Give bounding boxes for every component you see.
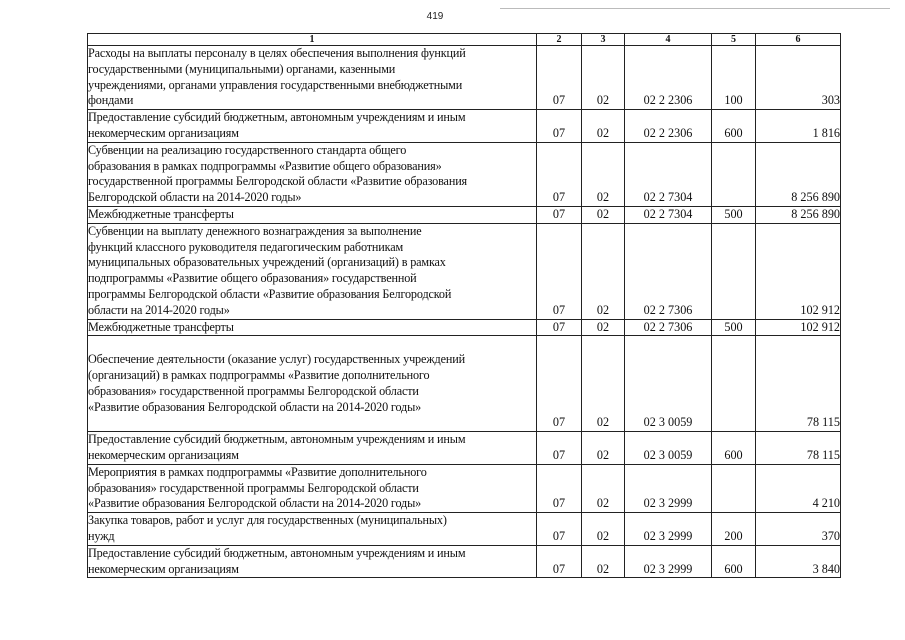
subsection-code: 02	[582, 464, 625, 512]
target-article-code: 02 2 7304	[625, 142, 712, 206]
description-line: программы Белгородской области «Развитие образования Белгородской	[88, 286, 452, 301]
description-line: образования» государственной программы Белгородской области	[88, 383, 419, 398]
description-line: «Развитие образования Белгородской области на 2014-2020 годы»	[88, 496, 422, 511]
target-article-code: 02 3 2999	[625, 513, 712, 546]
section-code: 07	[537, 206, 582, 223]
row-description	[88, 110, 537, 143]
description-line: Предоставление субсидий бюджетным, автономным учреждениям и иным	[88, 110, 466, 125]
expense-type-code: 600	[712, 110, 756, 143]
section-code: 07	[537, 110, 582, 143]
target-article-code: 02 2 7306	[625, 223, 712, 319]
description-line: государственными (муниципальными) органами, казенными	[88, 61, 396, 76]
page-number: 419	[426, 11, 444, 22]
description-line: некомерческим организациям	[88, 447, 239, 462]
section-code: 07	[537, 46, 582, 110]
target-article-code: 02 3 0059	[625, 336, 712, 432]
table-row	[88, 319, 841, 336]
description-line: некомерческим организациям	[88, 125, 239, 140]
amount: 8 256 890	[756, 142, 841, 206]
amount: 78 115	[756, 336, 841, 432]
expense-type-code: 600	[712, 432, 756, 465]
header-cell-5: 5	[712, 34, 756, 46]
section-code: 07	[537, 513, 582, 546]
amount: 3 840	[756, 545, 841, 578]
subsection-code: 02	[582, 319, 625, 336]
header-cell-2: 2	[537, 34, 582, 46]
description-line: муниципальных образовательных учреждений (организаций) в рамках	[88, 255, 446, 270]
row-description	[88, 336, 537, 432]
description-line: функций классного руководителя педагогическим работникам	[88, 239, 404, 254]
description-line: фондами	[88, 93, 134, 108]
row-description	[88, 432, 537, 465]
expense-type-code: 200	[712, 513, 756, 546]
amount: 78 115	[756, 432, 841, 465]
expense-type-code	[712, 142, 756, 206]
subsection-code: 02	[582, 513, 625, 546]
row-description	[88, 319, 537, 336]
description-line: Субвенции на выплату денежного вознаграждения за выполнение	[88, 223, 422, 238]
target-article-code: 02 2 2306	[625, 46, 712, 110]
target-article-code: 02 3 2999	[625, 464, 712, 512]
subsection-code: 02	[582, 142, 625, 206]
description-line: образования» государственной программы Белгородской области	[88, 480, 419, 495]
description-line: Мероприятия в рамках подпрограммы «Развитие дополнительного	[88, 464, 427, 479]
description-line: области на 2014-2020 годы»	[88, 302, 230, 317]
section-code: 07	[537, 142, 582, 206]
header-cell-6: 6	[756, 34, 841, 46]
table-row	[88, 545, 841, 578]
expense-type-code	[712, 464, 756, 512]
description-line: нужд	[88, 528, 115, 543]
amount: 1 816	[756, 110, 841, 143]
amount: 102 912	[756, 223, 841, 319]
description-line: «Развитие образования Белгородской области на 2014-2020 годы»	[88, 399, 422, 414]
description-line: образования в рамках подпрограммы «Развитие общего образования»	[88, 158, 442, 173]
description-line: Белгородской области на 2014-2020 годы»	[88, 190, 302, 205]
description-line: государственной программы Белгородской области «Развитие образования	[88, 174, 468, 189]
expense-type-code	[712, 223, 756, 319]
subsection-code: 02	[582, 206, 625, 223]
target-article-code: 02 2 7306	[625, 319, 712, 336]
section-code: 07	[537, 319, 582, 336]
table-row	[88, 513, 841, 546]
section-code: 07	[537, 464, 582, 512]
subsection-code: 02	[582, 223, 625, 319]
description-line: (организаций) в рамках подпрограммы «Развитие дополнительного	[88, 367, 430, 382]
section-code: 07	[537, 432, 582, 465]
description-line: учреждениями, органами управления государственными внебюджетными	[88, 77, 463, 92]
table-row	[88, 464, 841, 512]
table-row	[88, 336, 841, 432]
expense-type-code: 500	[712, 319, 756, 336]
section-code: 07	[537, 223, 582, 319]
section-code: 07	[537, 336, 582, 432]
expense-type-code: 600	[712, 545, 756, 578]
table-row	[88, 223, 841, 319]
row-description	[88, 46, 537, 110]
amount: 303	[756, 46, 841, 110]
description-line: Предоставление субсидий бюджетным, автономным учреждениям и иным	[88, 432, 466, 447]
amount: 370	[756, 513, 841, 546]
description-line: Субвенции на реализацию государственного стандарта общего	[88, 142, 407, 157]
table-row	[88, 206, 841, 223]
table-body	[88, 46, 841, 578]
description-line: некомерческим организациям	[88, 561, 239, 576]
description-line: Обеспечение деятельности (оказание услуг) государственных учреждений	[88, 352, 465, 367]
top-rule	[500, 8, 890, 9]
description-line	[88, 336, 536, 352]
amount: 4 210	[756, 464, 841, 512]
subsection-code: 02	[582, 336, 625, 432]
expense-type-code	[712, 336, 756, 432]
row-description	[88, 223, 537, 319]
header-cell-3: 3	[582, 34, 625, 46]
target-article-code: 02 2 2306	[625, 110, 712, 143]
target-article-code: 02 3 2999	[625, 545, 712, 578]
description-line: подпрограммы «Развитие общего образования» государственной	[88, 271, 417, 286]
subsection-code: 02	[582, 432, 625, 465]
description-line: Предоставление субсидий бюджетным, автономным учреждениям и иным	[88, 545, 466, 560]
expense-type-code: 100	[712, 46, 756, 110]
table-row	[88, 142, 841, 206]
row-description	[88, 545, 537, 578]
header-cell-4: 4	[625, 34, 712, 46]
row-description	[88, 142, 537, 206]
description-line	[88, 415, 536, 431]
budget-table	[87, 33, 841, 578]
row-description	[88, 513, 537, 546]
subsection-code: 02	[582, 46, 625, 110]
target-article-code: 02 3 0059	[625, 432, 712, 465]
subsection-code: 02	[582, 545, 625, 578]
amount: 102 912	[756, 319, 841, 336]
description-line: Межбюджетные трансферты	[88, 206, 234, 221]
header-row	[88, 34, 841, 46]
table-row	[88, 432, 841, 465]
section-code: 07	[537, 545, 582, 578]
row-description	[88, 206, 537, 223]
amount: 8 256 890	[756, 206, 841, 223]
description-line: Расходы на выплаты персоналу в целях обеспечения выполнения функций	[88, 46, 466, 60]
row-description	[88, 464, 537, 512]
description-line: Межбюджетные трансферты	[88, 319, 234, 334]
subsection-code: 02	[582, 110, 625, 143]
table-row	[88, 110, 841, 143]
table-row	[88, 46, 841, 110]
header-cell-1: 1	[88, 34, 537, 46]
expense-type-code: 500	[712, 206, 756, 223]
description-line: Закупка товаров, работ и услуг для государственных (муниципальных)	[88, 513, 447, 528]
target-article-code: 02 2 7304	[625, 206, 712, 223]
